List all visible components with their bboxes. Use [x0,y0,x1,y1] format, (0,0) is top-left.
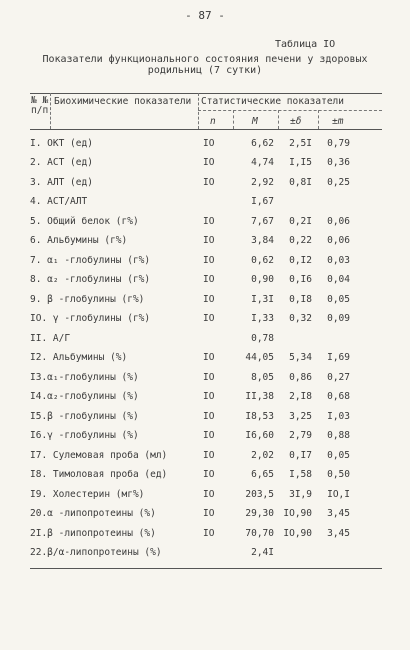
row-name: I6.γ -глобулины (%) [30,430,139,441]
row-name: 2I.β -липопротеины (%) [30,528,156,539]
row-se: 0,06 [327,216,350,227]
row-n: IO [203,528,215,539]
row-sd: 5,34 [289,352,312,363]
row-mean: 0,78 [251,333,274,344]
row-se: 0,05 [327,294,350,305]
row-se: I,03 [327,411,350,422]
row-name: 5. Общий белок (г%) [30,216,139,227]
row-name: 2. АСТ (ед) [30,157,93,168]
row-n: IO [203,372,215,383]
row-mean: 3,84 [251,235,274,246]
row-se: 0,27 [327,372,350,383]
row-mean: 2,92 [251,177,274,188]
header-name-col: Биохимические показатели [54,96,192,107]
n-col-divider [233,110,234,129]
row-name: IO. γ -глобулины (г%) [30,313,151,324]
row-n: IO [203,411,215,422]
row-mean: II,38 [245,391,274,402]
row-name: II. А/Г [30,333,71,344]
row-sd: 2,5I [289,138,312,149]
row-name: I2. Альбумины (%) [30,352,128,363]
row-sd: 0,I7 [289,450,312,461]
row-sd: 3I,9 [289,489,312,500]
row-name: I9. Холестерин (мг%) [30,489,145,500]
s-col-divider [318,110,319,129]
row-mean: 0,90 [251,274,274,285]
row-sd: IO,90 [283,508,312,519]
row-mean: I,3I [251,294,274,305]
row-sd: 0,2I [289,216,312,227]
row-name: 8. α₂ -глобулины (г%) [30,274,151,285]
row-n: IO [203,352,215,363]
table-row [0,155,410,171]
table-row [0,487,410,503]
row-name: I3.α₁-глобулины (%) [30,372,139,383]
table-row [0,409,410,425]
header-bottom-rule [30,129,382,130]
row-mean: I6,60 [245,430,274,441]
table-row [0,253,410,269]
row-mean: 29,30 [245,508,274,519]
row-n: IO [203,430,215,441]
table-row [0,545,410,561]
row-name: 4. АСТ/АЛТ [30,196,88,207]
row-se: 0,05 [327,450,350,461]
row-mean: 2,02 [251,450,274,461]
table-top-rule [30,93,382,94]
row-n: IO [203,274,215,285]
table-bottom-rule [30,568,382,569]
m-col-divider [278,110,279,129]
stats-header-rule [198,110,382,111]
row-mean: 6,65 [251,469,274,480]
row-name: 22.β/α-липопротеины (%) [30,547,162,558]
row-se: 0,36 [327,157,350,168]
row-mean: 70,70 [245,528,274,539]
row-se: 0,79 [327,138,350,149]
row-name: 9. β -глобулины (г%) [30,294,145,305]
row-mean: 2,4I [251,547,274,558]
row-sd: 2,I8 [289,391,312,402]
table-row [0,292,410,308]
table-number: Таблица IO [275,39,336,50]
row-se: 0,50 [327,469,350,480]
row-se: 3,45 [327,508,350,519]
table-row [0,428,410,444]
row-name: I8. Тимоловая проба (ед) [30,469,168,480]
row-mean: 0,62 [251,255,274,266]
row-se: 0,04 [327,274,350,285]
table-row [0,194,410,210]
table-row [0,350,410,366]
row-mean: I,67 [251,196,274,207]
row-se: IO,I [327,489,350,500]
row-mean: 7,67 [251,216,274,227]
row-mean: 44,05 [245,352,274,363]
row-name: 6. Альбумины (г%) [30,235,128,246]
row-sd: 0,I8 [289,294,312,305]
row-sd: 0,I6 [289,274,312,285]
table-row [0,526,410,542]
row-n: IO [203,138,215,149]
row-n: IO [203,177,215,188]
table-row [0,311,410,327]
table-row [0,467,410,483]
row-name: 3. АЛТ (ед) [30,177,93,188]
header-num-line2: п/п [31,105,49,116]
table-row [0,272,410,288]
table-row [0,233,410,249]
row-n: IO [203,255,215,266]
row-n: IO [203,235,215,246]
table-row [0,136,410,152]
table-row [0,389,410,405]
row-name: 7. α₁ -глобулины (г%) [30,255,151,266]
header-sub-e: ±m [332,116,344,127]
row-se: 0,06 [327,235,350,246]
row-n: IO [203,313,215,324]
row-n: IO [203,157,215,168]
page-number: - 87 - [185,9,225,22]
row-se: 3,45 [327,528,350,539]
row-n: IO [203,489,215,500]
header-num-line1: № № [31,95,49,106]
row-mean: 4,74 [251,157,274,168]
row-name: 20.α -липопротеины (%) [30,508,156,519]
table-row [0,214,410,230]
row-sd: 3,25 [289,411,312,422]
row-sd: 0,22 [289,235,312,246]
row-sd: IO,90 [283,528,312,539]
row-name: I5.β -глобулины (%) [30,411,139,422]
table-caption [30,54,380,76]
row-se: 0,09 [327,313,350,324]
row-mean: I8,53 [245,411,274,422]
row-n: IO [203,508,215,519]
row-sd: I,I5 [289,157,312,168]
header-stats-col: Статистические показатели [201,96,344,107]
row-se: I,69 [327,352,350,363]
row-se: 0,25 [327,177,350,188]
num-col-divider [50,93,51,129]
caption-line-2: родильниц (7 сутки) [147,65,263,76]
row-sd: I,58 [289,469,312,480]
row-se: 0,68 [327,391,350,402]
row-mean: I,33 [251,313,274,324]
header-sub-m: M [252,116,258,127]
table-row [0,448,410,464]
row-name: I7. Сулемовая проба (мл) [30,450,168,461]
row-sd: 0,32 [289,313,312,324]
table-row [0,506,410,522]
row-n: IO [203,450,215,461]
row-sd: 0,I2 [289,255,312,266]
row-n: IO [203,294,215,305]
row-se: 0,88 [327,430,350,441]
table-row [0,331,410,347]
row-n: IO [203,469,215,480]
caption-line-1: Показатели функционального состояния печени у здоровых [42,54,368,65]
row-sd: 2,79 [289,430,312,441]
table-row [0,370,410,386]
table-row [0,175,410,191]
row-se: 0,03 [327,255,350,266]
header-sub-s: ±δ [290,116,302,127]
row-mean: 203,5 [245,489,274,500]
name-col-divider [198,93,199,129]
row-n: IO [203,216,215,227]
row-name: I4.α₂-глобулины (%) [30,391,139,402]
row-name: I. ОКТ (ед) [30,138,93,149]
row-mean: 6,62 [251,138,274,149]
row-sd: 0,8I [289,177,312,188]
row-mean: 8,05 [251,372,274,383]
header-sub-n: n [210,116,216,127]
row-sd: 0,86 [289,372,312,383]
row-n: IO [203,391,215,402]
